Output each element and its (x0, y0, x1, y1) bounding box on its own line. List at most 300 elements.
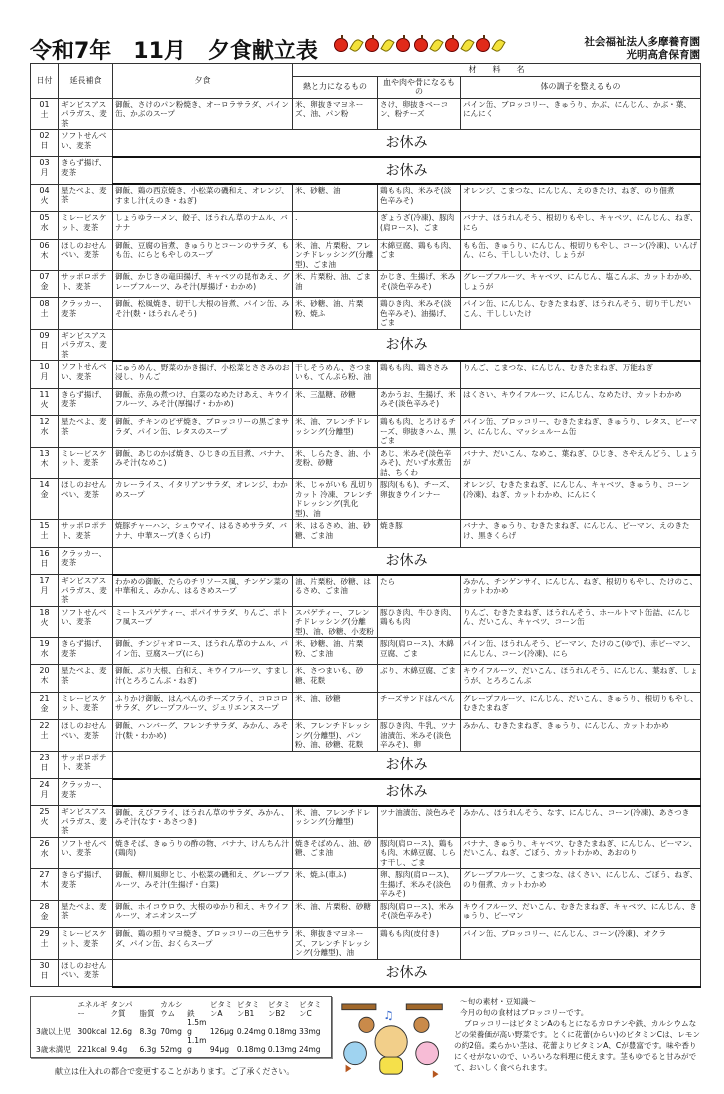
nutrition-value: ビタミンB1 (236, 999, 260, 1018)
holiday-cell: お休み (113, 547, 701, 574)
weekday: 土 (40, 531, 49, 541)
day-number: 23 (39, 752, 50, 762)
weekday: 水 (40, 427, 49, 437)
nutrition-box (30, 996, 332, 1058)
day-number: 30 (39, 960, 50, 970)
table-row (31, 239, 701, 271)
energy-cell: . (293, 212, 378, 239)
school-name: 光明高倉保育園 (626, 49, 700, 61)
table-row (31, 692, 701, 719)
body-cell: パイン缶、ブロッコリー、にんじん、コーン(冷凍)、オクラ (461, 928, 701, 960)
date-cell (31, 271, 59, 298)
snack-cell: ギンビスアスパラガス、麦茶 (59, 98, 113, 130)
body-cell: グレープフルーツ、こまつな、はくさい、にんじん、ごぼう、ねぎ、のり佃煮、カットわかめ (461, 869, 701, 901)
day-number: 08 (39, 299, 50, 309)
date-cell (31, 751, 59, 778)
blood-cell: 木綿豆腐、鶏もも肉、ごま (378, 239, 461, 271)
energy-cell: 米、さつまいも、砂糖、花麩 (293, 665, 378, 692)
date-cell (31, 837, 59, 869)
snack-cell: ほしのおせんべい、麦茶 (59, 479, 113, 520)
blood-cell: あかうお、生揚げ、米みそ(淡色辛みそ) (378, 388, 461, 415)
day-number: 16 (39, 548, 50, 558)
acorn-left (359, 1017, 374, 1032)
table-row (31, 98, 701, 130)
snack-cell: サッポロポテト、麦茶 (59, 520, 113, 547)
day-number: 04 (39, 185, 50, 195)
weekday: 月 (40, 790, 49, 800)
leaf-icon (460, 37, 474, 53)
nutrition-value: タンパク質 (110, 999, 133, 1018)
table-row (31, 130, 701, 157)
energy-cell: 油、片栗粉、砂糖、はるさめ、ごま油 (293, 575, 378, 607)
nutrition-value: 0.13mg (267, 1044, 297, 1054)
energy-cell: 米、しらたき、油、小麦粉、砂糖 (293, 447, 378, 479)
nutrition-value: 0.18mg (236, 1044, 266, 1054)
nutrition-value: 300kcal (77, 1026, 107, 1036)
branch-left (342, 1004, 376, 1010)
date-cell (31, 928, 59, 960)
menu-cell: 御飯、松風焼き、切干し大根の旨煮、パイン缶、みそ汁(麩・ほうれんそう) (113, 298, 293, 330)
body-cell: グレープフルーツ、キャベツ、にんじん、塩こんぶ、カットわかめ、しょうが (461, 271, 701, 298)
blood-cell: あじ、米みそ(淡色辛みそ)、だいず水煮缶詰、ちくわ (378, 447, 461, 479)
bear-head (375, 1026, 407, 1058)
menu-cell: 焼きそば、きゅうりの酢の物、バナナ、けんちん汁(鶏肉) (113, 837, 293, 869)
body-cell: りんご、むきたまねぎ、ほうれんそう、ホールトマト缶詰、にんじん、だいこん、キャベツ、コーン缶 (461, 606, 701, 638)
weekday: 月 (40, 372, 49, 382)
nutrition-value: 33mg (298, 1026, 321, 1036)
trivia-line-2: ブロッコリーはビタミンAのもとになるカロテンや鉄、カルシウムなどの栄養価が高い野菜です。とくに花蕾(からい)のビタミンCは、レモンの約2倍。柔らかい茎は、花蕾よりビタミンA、Cが豊富です。味や香りにくせがないので、いろいろな料理に使えます。茎もゆでると甘みがでて、おいしく食べられます。 (454, 1018, 701, 1072)
date-cell (31, 779, 59, 806)
snack-cell: ソフトせんべい、麦茶 (59, 837, 113, 869)
menu-cell: 御飯、豆腐の旨煮、きゅうりとコーンのサラダ、もも缶、にらともやしのスープ (113, 239, 293, 271)
snack-cell: きらず揚げ、麦茶 (59, 388, 113, 415)
organization (585, 36, 701, 62)
menu-cell: にゅうめん、野菜のかき揚げ、小松菜とささみのお浸し、りんご (113, 361, 293, 388)
weekday: 土 (40, 309, 49, 319)
energy-cell: 米、フレンチドレッシング(分離型)、パン粉、油、砂糖、花麩 (293, 720, 378, 752)
energy-cell: 米、卵抜きマヨネーズ、油、パン粉 (293, 98, 378, 130)
table-row (31, 184, 701, 211)
weekday: 日 (40, 141, 49, 150)
body-cell: パイン缶、ブロッコリー、むきたまねぎ、きゅうり、レタス、ピーマン、にんじん、マッシュルーム缶 (461, 416, 701, 448)
snack-cell: ギンビスアスパラガス、麦茶 (59, 329, 113, 361)
nutrition-value: 94μg (209, 1044, 229, 1054)
page-header (0, 0, 724, 63)
day-number: 01 (39, 99, 50, 109)
blood-cell: たら (378, 575, 461, 607)
energy-cell: 米、油、砂糖 (293, 692, 378, 719)
blood-cell: 鶏もも肉、米みそ(淡色辛みそ) (378, 184, 461, 211)
table-row (31, 329, 701, 361)
snack-cell: 星たべよ、麦茶 (59, 184, 113, 211)
nutrition-value: 脂質 (139, 1008, 155, 1018)
nutrition-value: 12.6g (110, 1026, 132, 1036)
nutrition-value: 52mg (160, 1044, 182, 1054)
table-row (31, 271, 701, 298)
menu-cell: 御飯、柳川風卵とじ、小松菜の磯和え、グレープフルーツ、みそ汁(生揚げ・白菜) (113, 869, 293, 901)
holiday-cell: お休み (113, 157, 701, 184)
menu-cell: わかめの御飯、たらのチリソース風、チンゲン菜の中華和え、みかん、はるさめスープ (113, 575, 293, 607)
leaf-icon (491, 37, 505, 53)
day-number: 13 (39, 448, 50, 458)
energy-cell: 米、卵抜きマヨネーズ、フレンチドレッシング(分離型)、油 (293, 928, 378, 960)
snack-cell: クラッカー、麦茶 (59, 298, 113, 330)
body-cell: パイン缶、にんじん、むきたまねぎ、ほうれんそう、切り干しだいこん、干ししいたけ (461, 298, 701, 330)
apple-icon (445, 38, 459, 52)
blood-cell: チーズサンドはんぺん (378, 692, 461, 719)
apple-icon (334, 38, 348, 52)
holiday-cell: お休み (113, 329, 701, 361)
nutrition-value: 24mg (298, 1044, 321, 1054)
day-number: 17 (39, 576, 50, 586)
blood-cell: かじき、生揚げ、米みそ(淡色辛みそ) (378, 271, 461, 298)
snack-cell: きらず揚げ、麦茶 (59, 157, 113, 184)
weekday: 火 (40, 195, 49, 205)
day-number: 20 (39, 666, 50, 676)
nutrition-value: 221kcal (77, 1044, 107, 1054)
body-cell: みかん、チンゲンサイ、にんじん、ねぎ、根切りもやし、たけのこ、カットわかめ (461, 575, 701, 607)
body-cell: パイン缶、ブロッコリー、きゅうり、かぶ、にんじん、かぶ・葉、にんにく (461, 98, 701, 130)
branch-right (406, 1004, 442, 1010)
body-cell: グレープフルーツ、にんじん、だいこん、きゅうり、根切りもやし、むきたまねぎ (461, 692, 701, 719)
weekday: 木 (40, 880, 49, 890)
weekday: 月 (40, 168, 49, 178)
energy-cell: 米、焼ふ(車ふ) (293, 869, 378, 901)
snack-cell: ミレービスケット、麦茶 (59, 928, 113, 960)
table-row (31, 869, 701, 901)
nutrition-row (35, 1018, 327, 1036)
blood-cell: 豚肉(肩ロース)、鶏もも肉、木綿豆腐、しらす干し、ごま (378, 837, 461, 869)
snack-cell: 星たべよ、麦茶 (59, 416, 113, 448)
nutrition-value: 鉄 (187, 1008, 195, 1018)
header-snack: 延長補食 (59, 64, 113, 99)
table-row (31, 959, 701, 986)
blood-cell: ぶり、木綿豆腐、ごま (378, 665, 461, 692)
menu-cell: ふりかけ御飯、はんぺんのチーズフライ、コロコロサラダ、グレープフルーツ、ジュリエンヌスープ (113, 692, 293, 719)
date-cell (31, 98, 59, 130)
blood-cell: 焼き豚 (378, 520, 461, 547)
weekday: 日 (40, 340, 49, 350)
menu-cell: 焼豚チャーハン、シュウマイ、はるさめサラダ、バナナ、中華スープ(きくらげ) (113, 520, 293, 547)
menu-cell: カレーライス、イタリアンサラダ、オレンジ、わかめスープ (113, 479, 293, 520)
day-number: 19 (39, 639, 50, 649)
day-number: 26 (39, 838, 50, 848)
weekday: 金 (40, 282, 49, 292)
weekday: 日 (40, 970, 49, 980)
date-cell (31, 212, 59, 239)
menu-cell: 御飯、チンジャオロース、ほうれん草のナムル、パイン缶、豆腐スープ(にら) (113, 638, 293, 665)
nutrition-value (35, 1000, 76, 1018)
table-row (31, 361, 701, 388)
body-cell: みかん、ほうれんそう、なす、にんじん、コーン(冷凍)、あさつき (461, 806, 701, 838)
blood-cell: ぎょうざ(冷凍)、豚肉(肩ロース)、ごま (378, 212, 461, 239)
mouse (344, 1042, 367, 1065)
header-materials: 材 料 名 (293, 64, 701, 77)
energy-cell: 米、はるさめ、油、砂糖、ごま油 (293, 520, 378, 547)
day-number: 18 (39, 607, 50, 617)
menu-cell: 御飯、チキンのピザ焼き、ブロッコリーの黒ごまサラダ、パイン缶、レタスのスープ (113, 416, 293, 448)
snack-cell: ミレービスケット、麦茶 (59, 447, 113, 479)
weekday: 日 (40, 762, 49, 772)
date-cell (31, 298, 59, 330)
nutrition-value: カルシウム (160, 999, 183, 1018)
energy-cell: 米、油、フレンチドレッシング(分離型) (293, 806, 378, 838)
body-cell: キウイフルーツ、だいこん、むきたまねぎ、キャベツ、にんじん、きゅうり、ピーマン (461, 900, 701, 927)
table-row (31, 751, 701, 778)
apple-icon (476, 38, 490, 52)
menu-cell: ミートスパゲティー、ポパイサラダ、りんご、ポトフ風スープ (113, 606, 293, 638)
nutrition-value: 0.24mg (236, 1026, 266, 1036)
menu-cell: しょうゆラーメン、餃子、ほうれん草のナムル、バナナ (113, 212, 293, 239)
nutrition-row (35, 1000, 327, 1018)
header-date: 日付 (31, 64, 59, 99)
rabbit (416, 1042, 439, 1065)
weekday: 火 (40, 617, 49, 627)
date-cell (31, 665, 59, 692)
weekday: 水 (40, 848, 49, 858)
day-number: 12 (39, 417, 50, 427)
day-number: 22 (39, 721, 50, 731)
blood-cell: ツナ油漬缶、淡色みそ (378, 806, 461, 838)
nutrition-value: 1.5mg (187, 1017, 207, 1036)
date-cell (31, 388, 59, 415)
snack-cell: 星たべよ、麦茶 (59, 665, 113, 692)
body-cell: バナナ、ほうれんそう、根切りもやし、キャベツ、にんじん、ねぎ、にら (461, 212, 701, 239)
weekday: 金 (40, 490, 49, 500)
date-cell (31, 692, 59, 719)
nutrition-value: ビタミンC (298, 999, 322, 1018)
energy-cell: 米、砂糖、油、片栗粉、ごま油 (293, 638, 378, 665)
apple-icon (396, 38, 410, 52)
day-number: 02 (39, 131, 50, 140)
snack-cell: ギンビスアスパラガス、麦茶 (59, 575, 113, 607)
header-energy: 熱と力になるもの (293, 76, 378, 98)
menu-cell: 御飯、かじきの竜田揚げ、キャベツの昆布あえ、グレープフルーツ、みそ汁(厚揚げ・わかめ) (113, 271, 293, 298)
nutrition-table (35, 1000, 327, 1054)
body-cell: バナナ、だいこん、なめこ、葉ねぎ、ひじき、さやえんどう、しょうが (461, 447, 701, 479)
day-number: 15 (39, 521, 50, 531)
day-number: 28 (39, 901, 50, 911)
weekday: 火 (40, 817, 49, 827)
music-note-icon: ♫ (383, 1007, 394, 1022)
date-cell (31, 720, 59, 752)
snack-cell: ほしのおせんべい、麦茶 (59, 959, 113, 986)
day-number: 24 (39, 780, 50, 790)
header-dinner: 夕食 (113, 64, 293, 99)
energy-cell: 米、油、片栗粉、砂糖 (293, 900, 378, 927)
date-cell (31, 869, 59, 901)
energy-cell: スパゲティー、フレンチドレッシング(分離型)、油、砂糖、小麦粉 (293, 606, 378, 638)
day-number: 06 (39, 240, 50, 250)
date-cell (31, 638, 59, 665)
date-cell (31, 900, 59, 927)
acorn-right (414, 1017, 429, 1032)
nutrition-value: 0.18mg (267, 1026, 297, 1036)
snack-cell: きらず揚げ、麦茶 (59, 638, 113, 665)
header-blood: 血や肉や骨になるもの (378, 76, 461, 98)
date-cell (31, 239, 59, 271)
table-row (31, 479, 701, 520)
menu-cell: 御飯、赤魚の煮つけ、白菜のなめたけあえ、キウイフルーツ、みそ汁(厚揚げ・わかめ) (113, 388, 293, 415)
menu-cell: 御飯、鶏の西京焼き、小松菜の磯和え、オレンジ、すまし汁(えのき・ねぎ) (113, 184, 293, 211)
holiday-cell: お休み (113, 130, 701, 157)
snack-cell: ミレービスケット、麦茶 (59, 692, 113, 719)
blood-cell: 豚ひき肉、牛乳、ツナ油漬缶、米みそ(淡色辛みそ)、卵 (378, 720, 461, 752)
snack-cell: ほしのおせんべい、麦茶 (59, 239, 113, 271)
nutrition-value: ビタミンA (209, 999, 233, 1018)
table-row (31, 157, 701, 184)
nutrition-value: 9.4g (110, 1044, 128, 1054)
notice-text: 献立は仕入れの都合で変更することがあります。ご了承ください。 (55, 1066, 295, 1076)
page-title: 令和7年 11月 夕食献立表 (30, 39, 318, 64)
date-cell (31, 329, 59, 361)
bear-body (380, 1057, 403, 1074)
blood-cell: 鶏もも肉、鶏ささみ (378, 361, 461, 388)
body-cell: はくさい、キウイフルーツ、にんじん、なめたけ、カットわかめ (461, 388, 701, 415)
menu-cell: 御飯、ぶり大根、白和え、キウイフルーツ、すまし汁(とろろこんぶ・ねぎ) (113, 665, 293, 692)
trivia-box (454, 996, 702, 1073)
day-number: 21 (39, 693, 50, 703)
table-row (31, 779, 701, 806)
nutrition-value: 3歳未満児 (36, 1044, 71, 1054)
body-cell: パイン缶、ほうれんそう、ピーマン、たけのこ(ゆで)、赤ピーマン、にんじん、コーン(冷凍)、にら (461, 638, 701, 665)
date-cell (31, 361, 59, 388)
menu-cell: 御飯、えびフライ、ほうれん草のサラダ、みかん、みそ汁(なす・あさつき) (113, 806, 293, 838)
day-number: 10 (39, 362, 50, 372)
body-cell: みかん、むきたまねぎ、きゅうり、にんじん、カットわかめ (461, 720, 701, 752)
energy-cell: 米、砂糖、油 (293, 184, 378, 211)
table-row (31, 665, 701, 692)
nutrition-value: 6.3g (139, 1044, 157, 1054)
body-cell: オレンジ、こまつな、にんじん、えのきたけ、ねぎ、のり佃煮 (461, 184, 701, 211)
menu-cell: 御飯、ハンバーグ、フレンチサラダ、みかん、みそ汁(麩・わかめ) (113, 720, 293, 752)
snack-cell: ソフトせんべい、麦茶 (59, 130, 113, 157)
weekday: 月 (40, 586, 49, 596)
header-body: 体の調子を整えるもの (461, 76, 701, 98)
table-row (31, 720, 701, 752)
table-row (31, 928, 701, 960)
table-row (31, 416, 701, 448)
date-cell (31, 520, 59, 547)
energy-cell: 米、三温糖、砂糖 (293, 388, 378, 415)
body-cell: もも缶、きゅうり、にんじん、根切りもやし、コーン(冷凍)、いんげん、にら、干ししいたけ、しょうが (461, 239, 701, 271)
date-cell (31, 575, 59, 607)
day-number: 11 (39, 389, 50, 399)
snack-cell: サッポロポテト、麦茶 (59, 271, 113, 298)
blood-cell: 豚肉(肩ロース)、木綿豆腐、ごま (378, 638, 461, 665)
bear-illustration (338, 996, 448, 1084)
weekday: 木 (40, 458, 49, 468)
nutrition-value: 3歳以上児 (36, 1026, 71, 1036)
day-number: 29 (39, 929, 50, 939)
nutrition-row (35, 1036, 327, 1054)
date-cell (31, 606, 59, 638)
energy-cell: 干しそうめん、さつまいも、てんぷら粉、油 (293, 361, 378, 388)
holiday-cell: お休み (113, 959, 701, 986)
nutrition-value: 70mg (160, 1026, 182, 1036)
leaf-icon (380, 37, 394, 53)
nutrition-value: 1.1mg (187, 1035, 207, 1054)
weekday: 火 (40, 399, 49, 409)
table-row (31, 388, 701, 415)
snack-cell: ほしのおせんべい、麦茶 (59, 720, 113, 752)
holiday-cell: お休み (113, 751, 701, 778)
blood-cell: さけ、卵抜きベーコン、粉チーズ (378, 98, 461, 130)
blood-cell: 豚肉(もも)、チーズ、卵抜きウインナー (378, 479, 461, 520)
energy-cell: 米、片栗粉、油、ごま油 (293, 271, 378, 298)
nutrition-value: 8.3g (139, 1026, 157, 1036)
apple-icon (365, 38, 379, 52)
body-cell: バナナ、きゅうり、むきたまねぎ、にんじん、ピーマン、えのきたけ、黒きくらげ (461, 520, 701, 547)
menu-cell: 御飯、ホイコウロウ、大根のゆかり和え、キウイフルーツ、オニオンスープ (113, 900, 293, 927)
menu-cell: 御飯、鶏の照りマヨ焼き、ブロッコリーの三色サラダ、パイン缶、おくらスープ (113, 928, 293, 960)
holiday-cell: お休み (113, 779, 701, 806)
table-row (31, 298, 701, 330)
date-cell (31, 959, 59, 986)
day-number: 03 (39, 158, 50, 168)
nutrition-value: ビタミンB2 (267, 999, 291, 1018)
table-row (31, 547, 701, 574)
snack-cell: クラッカー、麦茶 (59, 547, 113, 574)
table-row (31, 575, 701, 607)
day-number: 09 (39, 330, 50, 340)
snack-cell: サッポロポテト、麦茶 (59, 751, 113, 778)
weekday: 水 (40, 649, 49, 659)
apple-icon (414, 38, 428, 52)
menu-table (30, 63, 701, 988)
energy-cell: 米、油、片栗粉、フレンチドレッシング(分離型)、ごま油 (293, 239, 378, 271)
energy-cell: 米、砂糖、油、片栗粉、焼ふ (293, 298, 378, 330)
day-number: 27 (39, 870, 50, 880)
table-row (31, 806, 701, 838)
blood-cell: 卵、豚肉(肩ロース)、生揚げ、米みそ(淡色辛みそ) (378, 869, 461, 901)
table-row (31, 212, 701, 239)
menu-cell: 御飯、あじのかば焼き、ひじきの五目煮、バナナ、みそ汁(なめこ) (113, 447, 293, 479)
body-cell: バナナ、きゅうり、キャベツ、むきたまねぎ、にんじん、ピーマン、だいこん、ねぎ、ごぼう、カットわかめ、あおのり (461, 837, 701, 869)
date-cell (31, 547, 59, 574)
snack-cell: ギンビスアスパラガス、麦茶 (59, 806, 113, 838)
blood-cell: 豚肉(肩ロース)、米みそ(淡色辛みそ) (378, 900, 461, 927)
weekday: 日 (40, 558, 49, 568)
energy-cell: 米、油、フレンチドレッシング(分離型) (293, 416, 378, 448)
date-cell (31, 479, 59, 520)
org-name: 社会福祉法人多摩養育園 (584, 36, 700, 48)
decoration-row (334, 38, 503, 52)
leaf-icon (349, 37, 363, 53)
table-row (31, 447, 701, 479)
day-number: 07 (39, 272, 50, 282)
table-row (31, 900, 701, 927)
blood-cell: 豚ひき肉、牛ひき肉、鶏もも肉 (378, 606, 461, 638)
trivia-title: ～旬の素材・豆知識～ (460, 996, 536, 1006)
nutrition-value: エネルギー (77, 999, 108, 1018)
date-cell (31, 447, 59, 479)
blood-cell: 鶏もも肉、とろけるチーズ、卵抜きハム、黒ごま (378, 416, 461, 448)
body-cell: キウイフルーツ、だいこん、ほうれんそう、にんじん、葉ねぎ、しょうが、とろろこんぶ (461, 665, 701, 692)
weekday: 金 (40, 911, 49, 921)
blood-cell: 鶏もも肉(皮付き) (378, 928, 461, 960)
date-cell (31, 806, 59, 838)
date-cell (31, 130, 59, 157)
table-row (31, 837, 701, 869)
date-cell (31, 157, 59, 184)
weekday: 木 (40, 676, 49, 686)
snack-cell: クラッカー、麦茶 (59, 779, 113, 806)
date-cell (31, 416, 59, 448)
table-row (31, 638, 701, 665)
menu-cell: 御飯、さけのパン粉焼き、オーロラサラダ、パイン缶、かぶのスープ (113, 98, 293, 130)
footer-left (30, 996, 332, 1077)
